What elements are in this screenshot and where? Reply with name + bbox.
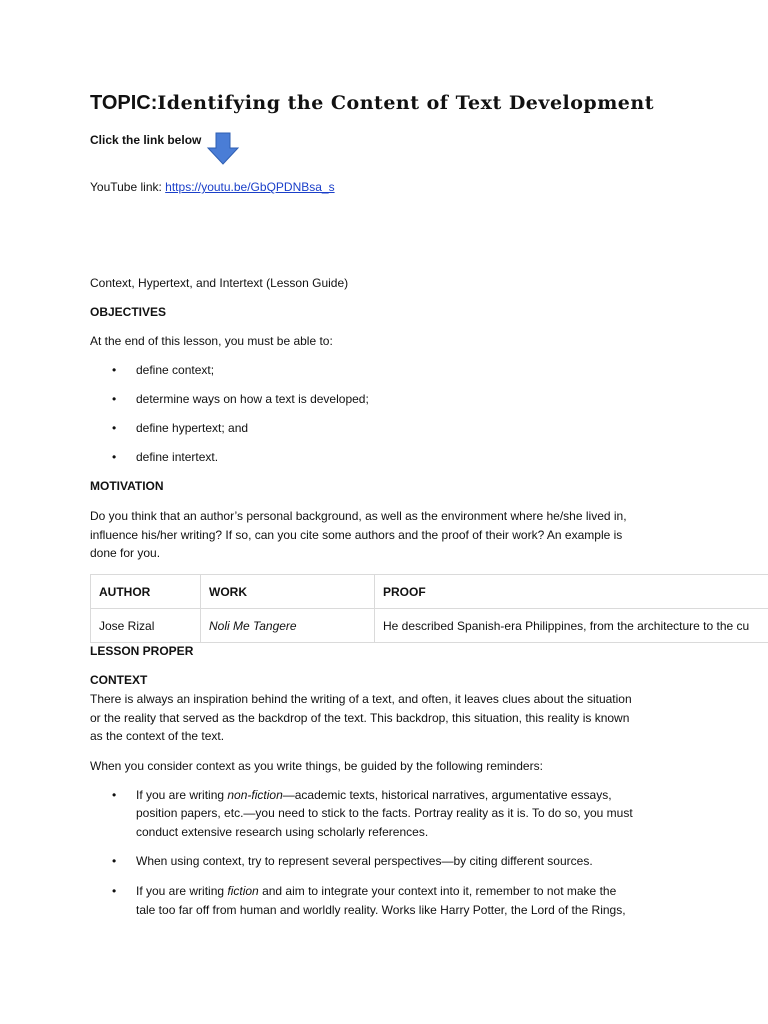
objective-item: define intertext. xyxy=(136,450,219,464)
youtube-link-line xyxy=(90,178,335,196)
table-header-cell: AUTHOR xyxy=(91,575,201,608)
reminder-text: and aim to integrate your context into it, remember to not make the xyxy=(258,884,617,898)
youtube-link[interactable]: https://youtu.be/GbQPDNBsa_s xyxy=(165,180,335,194)
reminder-emphasis: fiction xyxy=(227,884,259,898)
table-cell-work: Noli Me Tangere xyxy=(201,609,375,642)
reminder-line: tale too far off from human and worldly reality. Works like Harry Potter, the Lord of the Rings, xyxy=(136,903,626,917)
motivation-line: influence his/her writing? If so, can you cite some authors and the proof of their work? An example is xyxy=(90,528,623,542)
motivation-line: done for you. xyxy=(90,546,161,560)
reminder-item xyxy=(136,882,616,900)
table-cell-proof: He described Spanish-era Philippines, from the architecture to the cu xyxy=(375,609,768,642)
context-line: as the context of the text. xyxy=(90,729,225,743)
youtube-label: YouTube link: xyxy=(90,180,166,194)
lesson-guide-title: Context, Hypertext, and Intertext (Lesson Guide) xyxy=(90,276,349,290)
page-title xyxy=(90,92,654,115)
reminders-intro: When you consider context as you write things, be guided by the following reminders: xyxy=(90,759,543,773)
bullet: • xyxy=(112,363,117,377)
objectives-intro: At the end of this lesson, you must be able to: xyxy=(90,334,333,348)
objective-item: define context; xyxy=(136,363,215,377)
table-header-cell: WORK xyxy=(201,575,375,608)
objective-item: define hypertext; and xyxy=(136,421,249,435)
click-link-instruction: Click the link below xyxy=(90,133,202,147)
context-heading: CONTEXT xyxy=(90,673,148,687)
table-header-row xyxy=(91,575,768,609)
table-row xyxy=(91,609,768,643)
reminder-line: conduct extensive research using scholarly references. xyxy=(136,825,429,839)
reminder-emphasis: non-fiction xyxy=(227,788,283,802)
reminder-text: —academic texts, historical narratives, argumentative essays, xyxy=(282,788,612,802)
reminder-line: position papers, etc.—you need to stick to the facts. Portray reality as it is. To do so, you must xyxy=(136,806,633,820)
author-work-table xyxy=(90,574,768,643)
reminder-text: If you are writing xyxy=(136,884,228,898)
bullet: • xyxy=(112,421,117,435)
reminder-item: When using context, try to represent several perspectives—by citing different sources. xyxy=(136,854,593,868)
topic-label: TOPIC: xyxy=(90,92,158,114)
context-line: or the reality that served as the backdrop of the text. This backdrop, this situation, this reality is known xyxy=(90,711,630,725)
objectives-heading: OBJECTIVES xyxy=(90,305,167,319)
bullet: • xyxy=(112,788,117,802)
objective-item: determine ways on how a text is developed; xyxy=(136,392,369,406)
motivation-heading: MOTIVATION xyxy=(90,479,164,493)
reminder-text: If you are writing xyxy=(136,788,228,802)
down-arrow-icon xyxy=(206,132,240,166)
motivation-line: Do you think that an author’s personal background, as well as the environment where he/she lived in, xyxy=(90,509,627,523)
topic-heading: Identifying the Content of Text Development xyxy=(157,92,654,114)
bullet: • xyxy=(112,450,117,464)
reminder-item xyxy=(136,786,612,804)
bullet: • xyxy=(112,854,117,868)
table-cell-author: Jose Rizal xyxy=(91,609,201,642)
bullet: • xyxy=(112,884,117,898)
bullet: • xyxy=(112,392,117,406)
table-header-cell: PROOF xyxy=(375,575,768,608)
lesson-proper-heading: LESSON PROPER xyxy=(90,644,194,658)
context-line: There is always an inspiration behind the writing of a text, and often, it leaves clues about the situation xyxy=(90,692,632,706)
